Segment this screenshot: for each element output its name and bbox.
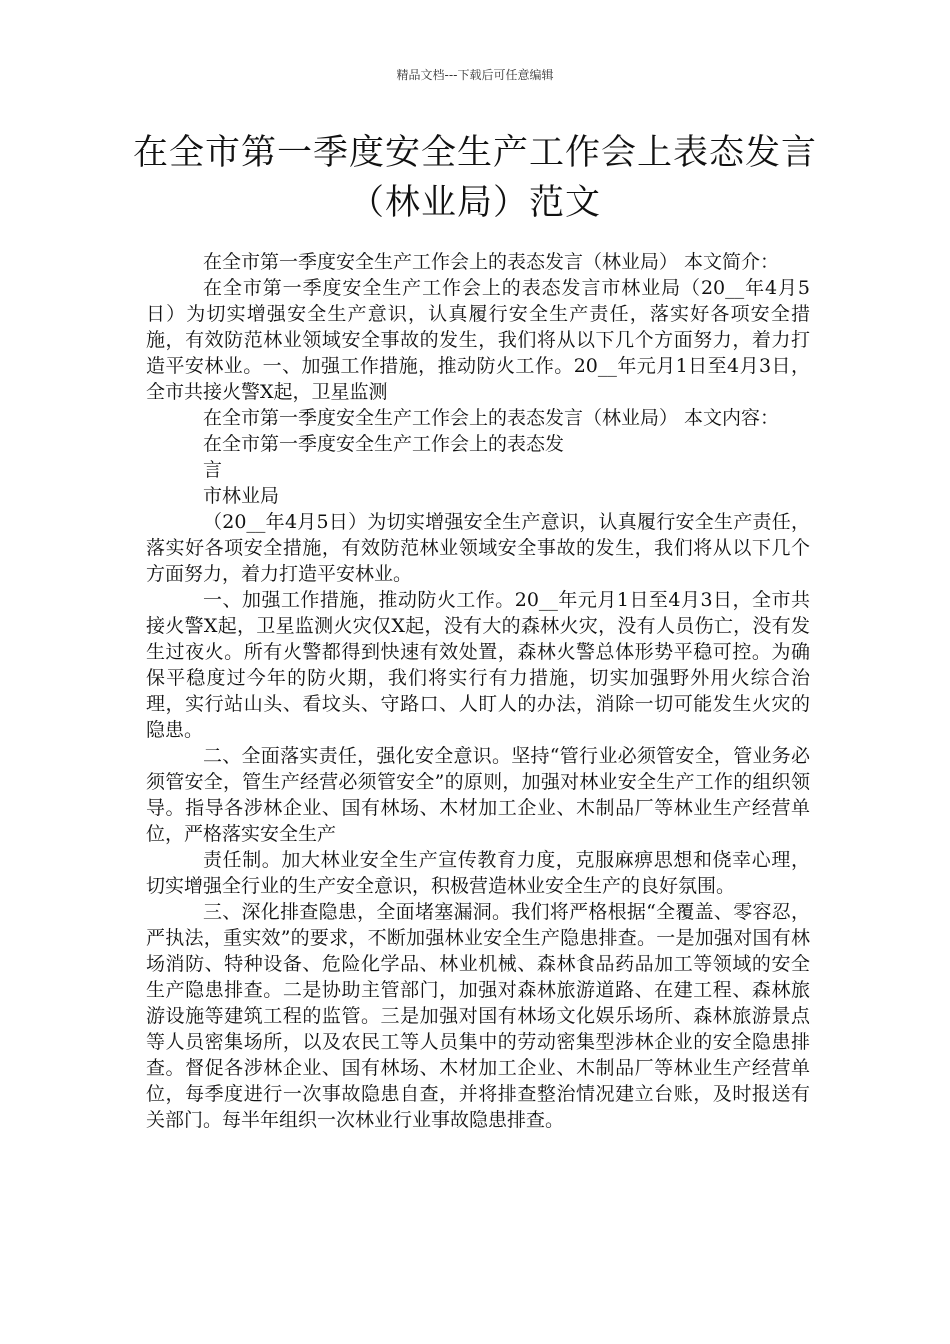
paragraph: 三、深化排查隐患，全面堵塞漏洞。我们将严格根据“全覆盖、零容忍，严执法，重实效”的要求，不断加强林业安全生产隐患排查。一是加强对国有林场消防、特种设备、危险化学品、林业机械、森林食品药品加工等领域的安全生产隐患排查。二是协助主管部门，加强对森林旅游道路、在建工程、森林旅游设施等建筑工程的监管。三是加强对国有林场文化娱乐场所、森林旅游景点等人员密集场所，以及农民工等人员集中的劳动密集型涉林企业的安全隐患排查。督促各涉林企业、国有林场、木材加工企业、木制品厂等林业生产经营单位，每季度进行一次事故隐患自查，并将排查整治情况建立台账，及时报送有关部门。每半年组织一次林业行业事故隐患排查。 [146,901,810,1131]
paragraph: （20__年4月5日）为切实增强安全生产意识，认真履行安全生产责任，落实好各项安全措施，有效防范林业领域安全事故的发生，我们将从以下几个方面努力，着力打造平安林业。 [146,511,810,585]
document-body [146,249,810,1133]
paragraph: 二、全面落实责任，强化安全意识。坚持“管行业必须管安全，管业务必须管安全，管生产经营必须管安全”的原则，加强对林业安全生产工作的组织领导。指导各涉林企业、国有林场、木材加工企业、木制品厂等林业生产经营单位，严格落实安全生产 [146,745,810,845]
header-note: 精品文档---下载后可任意编辑 [396,68,554,82]
paragraph: 在全市第一季度安全生产工作会上的表态发言（林业局） 本文简介： [203,251,780,273]
paragraph: 在全市第一季度安全生产工作会上的表态发 [203,433,565,455]
paragraph: 在全市第一季度安全生产工作会上的表态发言市林业局（20__年4月5日）为切实增强安全生产意识，认真履行安全生产责任，落实好各项安全措施，有效防范林业领域安全事故的发生，我们将从以下几个方面努力，着力打造平安林业。一、加强工作措施，推动防火工作。20__年元月1日至4月3日，全市共接火警X起，卫星监测 [146,277,810,403]
paragraph: 市林业局 [203,485,280,507]
document-title: 在全市第一季度安全生产工作会上表态发言（林业局）范文 [132,133,817,223]
paragraph: 责任制。加大林业安全生产宣传教育力度，克服麻痹思想和侥幸心理，切实增强全行业的生产安全意识，积极营造林业安全生产的良好氛围。 [146,849,810,897]
paragraph: 言 [203,459,223,481]
paragraph: 一、加强工作措施，推动防火工作。20__年元月1日至4月3日，全市共接火警X起，卫星监测火灾仅X起，没有大的森林火灾，没有人员伤亡，没有发生过夜火。所有火警都得到快速有效处置，森林火警总体形势平稳可控。为确保平稳度过今年的防火期，我们将实行有力措施，切实加强野外用火综合治理，实行站山头、看坟头、守路口、人盯人的办法，消除一切可能发生火灾的隐患。 [146,589,810,741]
paragraph: 在全市第一季度安全生产工作会上的表态发言（林业局） 本文内容： [203,407,780,429]
